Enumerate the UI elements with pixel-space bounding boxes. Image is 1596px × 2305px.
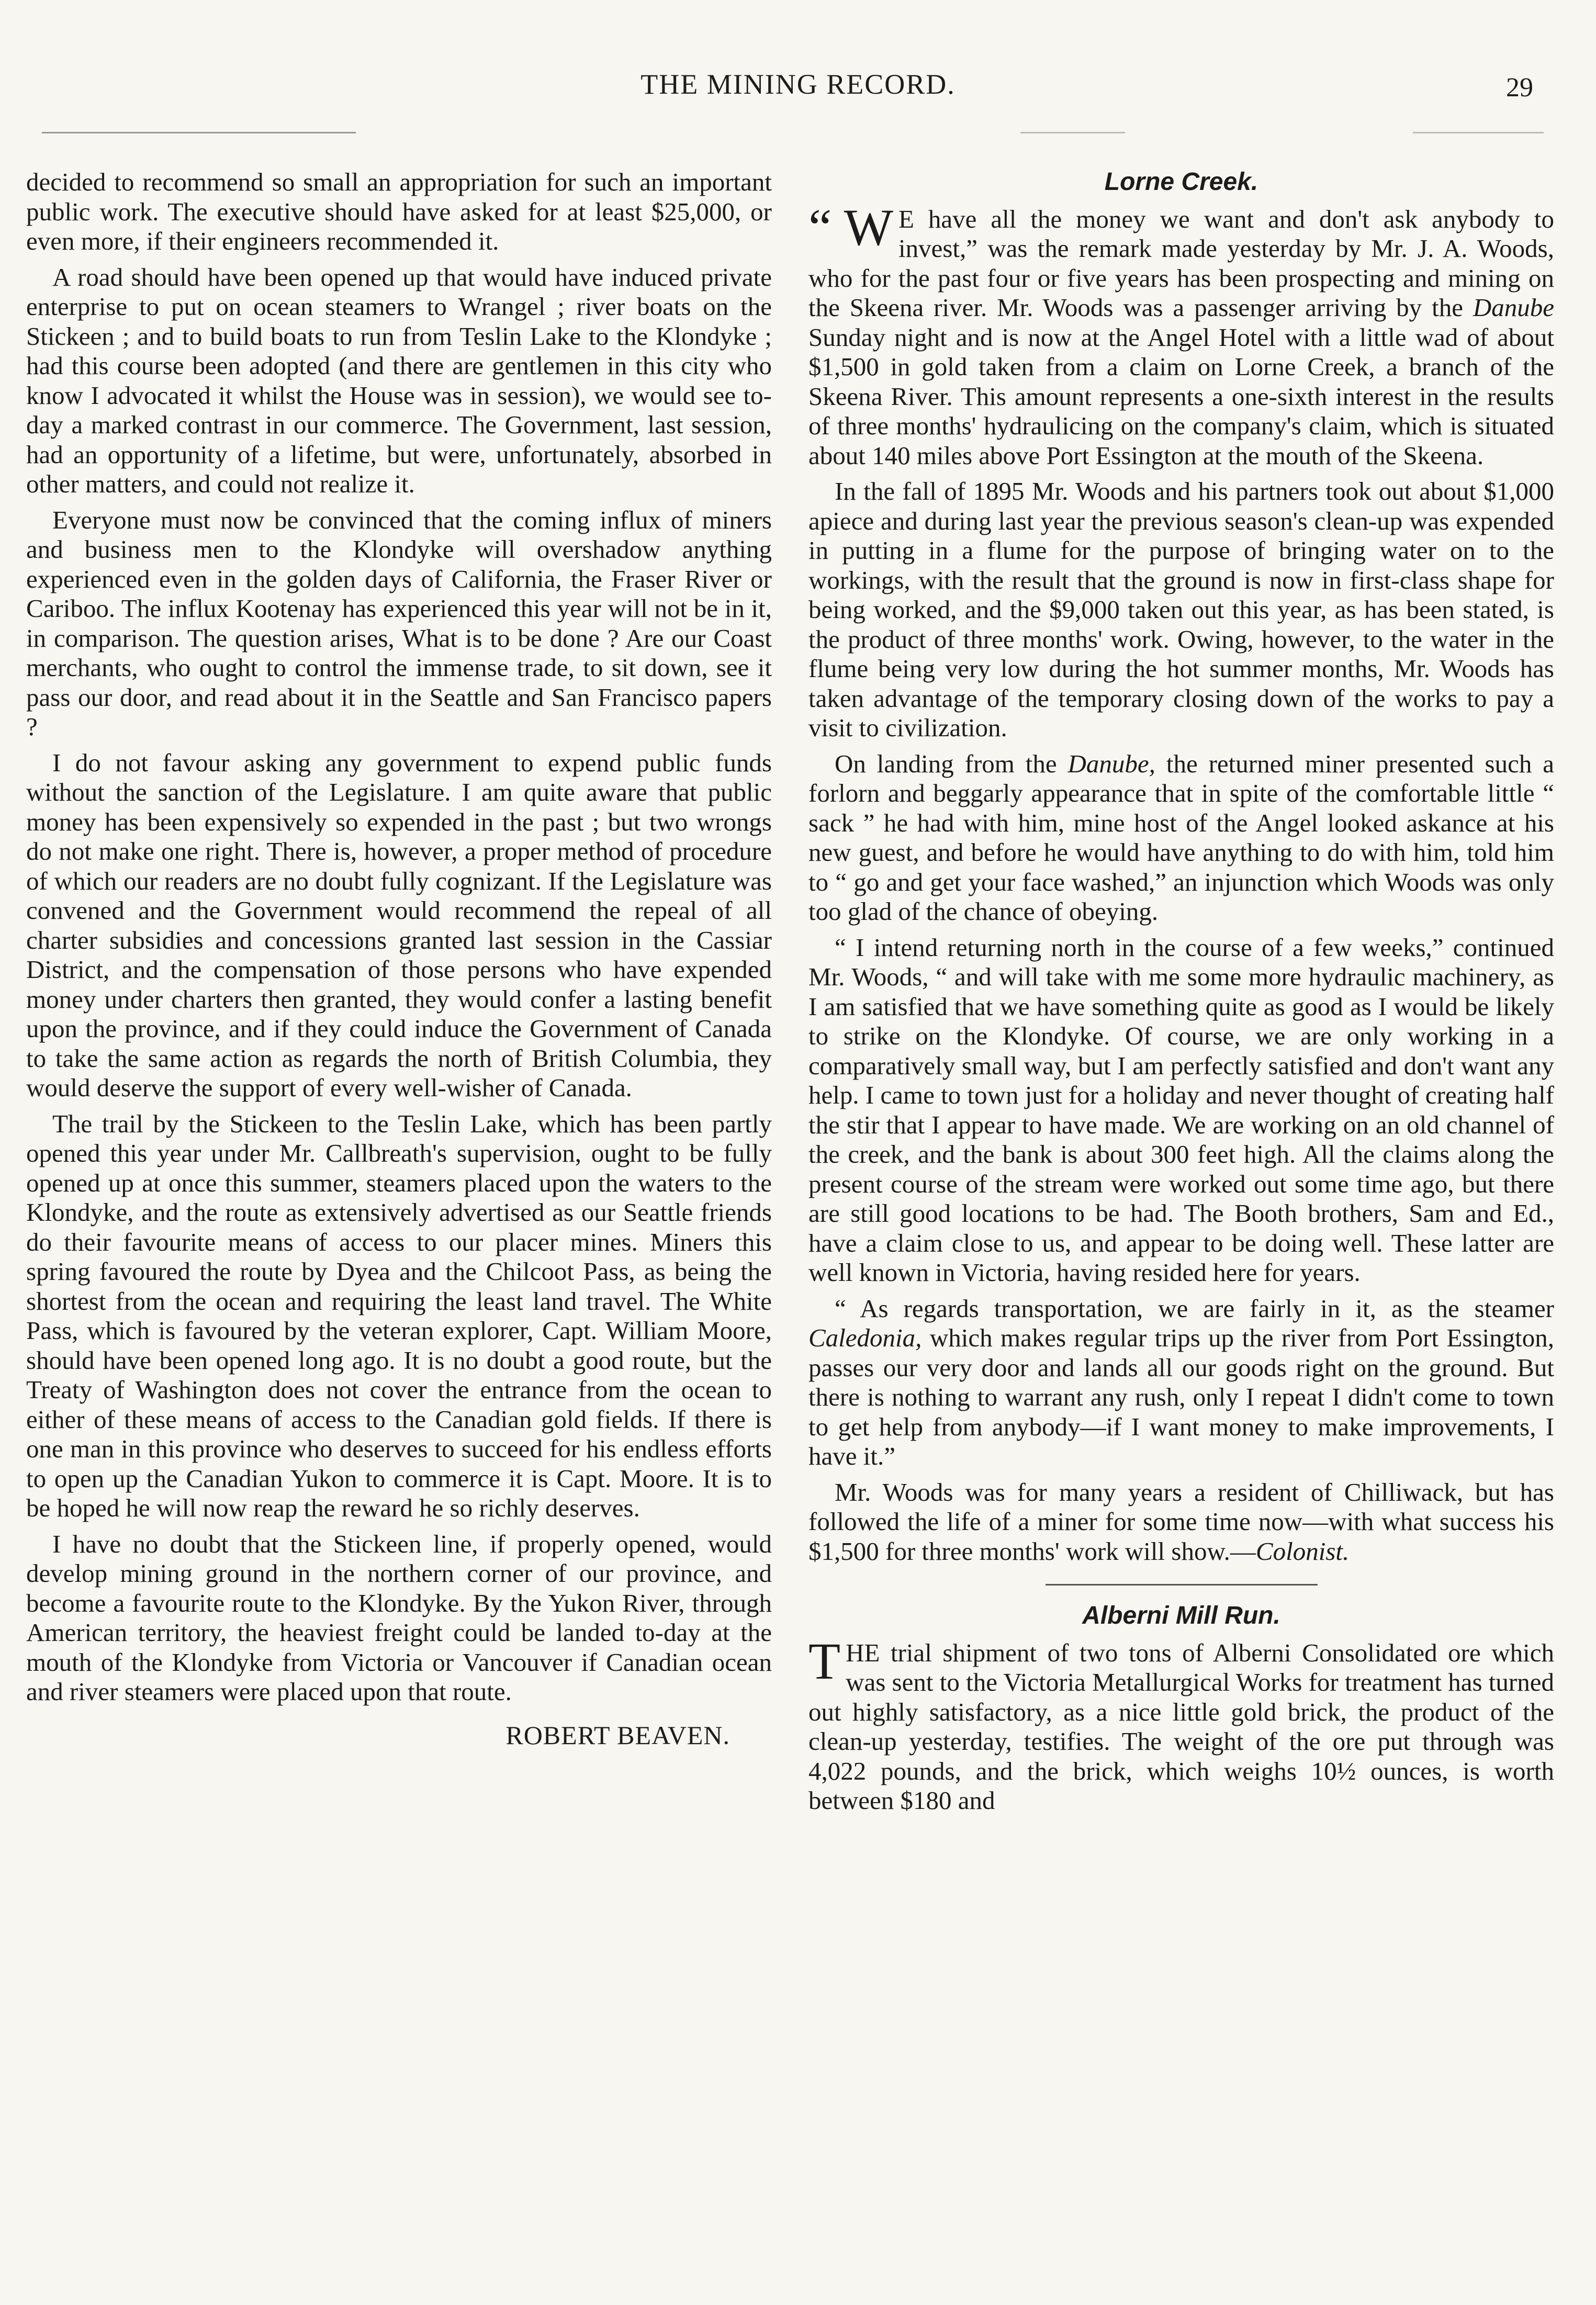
lorne-paragraph-6: Mr. Woods was for many years a resident of Chilliwack, but has followed the life of a miner for some time now—with what success his $1,500 for three months' work will show.—Colonist. xyxy=(808,1477,1554,1566)
author-signature: ROBERT BEAVEN. xyxy=(505,1720,730,1750)
header-rule-left xyxy=(42,132,356,133)
article-paragraph: A road should have been opened up that would have induced private enterprise to put on ocean steamers to Wrangel ; river boats on the Stickeen ; and to build boats to run from Teslin Lake to the Klondyke ; had this course been adopted (and there are gentlemen in this city who know I advocated it whilst the House was in session), we would see to-day a marked contrast in our commerce. The Government, last session, had an opportunity of a lifetime, but were, unfortunately, absorbed in other matters, and could not realize it. xyxy=(26,262,772,498)
right-column xyxy=(808,167,1554,1822)
article-paragraph: I have no doubt that the Stickeen line, if properly opened, would develop mining ground in the northern corner of our province, and become a favourite route to the Klondyke. By the Yukon River, through American territory, the heaviest freight could be landed to-day at the mouth of the Klondyke from Victoria or Vancouver if Canadian ocean and river steamers were placed upon that route. xyxy=(26,1529,772,1706)
drop-cap: “ W xyxy=(808,198,893,256)
running-title: THE MINING RECORD. xyxy=(640,69,956,100)
lorne-paragraph-1: “ W E have all the money we want and don't ask anybody to invest,” was the remark made yesterday by Mr. J. A. Woods, who for the past four or five years has been prospecting and mining on the Skeena river. Mr. Woods was a passenger arriving by the Danube Sunday night and is now at the Angel Hotel with a little wad of about $1,500 in gold taken from a claim on Lorne Creek, a branch of the Skeena River. This amount represents a one-sixth interest in the results of three months' hydraulicing on the company's claim, which is situated about 140 miles above Port Essington at the mouth of the Skeena. xyxy=(808,198,1554,470)
alberni-headline: Alberni Mill Run. xyxy=(1082,1602,1280,1629)
alberni-paragraph-1: THE trial shipment of two tons of Alberni Consolidated ore which was sent to the Victoria Metallurgical Works for treatment has turned out highly satisfactory, as a nice little gold brick, the product of the clean-up yesterday, testifies. The weight of the ore put through was 4,022 pounds, and the brick, which weighs 10½ ounces, is worth between $180 and xyxy=(808,1632,1554,1815)
lorne-creek-headline: Lorne Creek. xyxy=(1104,168,1258,196)
section-divider xyxy=(1046,1584,1318,1586)
drop-cap: T xyxy=(808,1632,841,1690)
header-rule-mid xyxy=(1020,132,1125,133)
article-paragraph: I do not favour asking any government to expend public funds without the sanction of the Legislature. I am quite aware that public money has been expensively so expended in the past ; but two wrongs do not make one right. There is, however, a proper method of procedure of which our readers are no doubt fully cognizant. If the Legislature was convened and the Government would recommend the repeal of all charter subsidies and concessions granted last session in the Cassiar District, and the compensation of those persons who have expended money under charters then granted, they would confer a lasting benefit upon the province, and if they could induce the Government of Canada to take the same action as regards the north of British Columbia, they would deserve the support of every well-wisher of Canada. xyxy=(26,748,772,1102)
article-paragraph: decided to recommend so small an appropriation for such an important public work. The executive should have asked for at least $25,000, or even more, if their engineers recommended it. xyxy=(26,167,772,255)
lorne-paragraph-4: “ I intend returning north in the course of a few weeks,” continued Mr. Woods, “ and will take with me some more hydraulic machinery, as I am satisfied that we have something quite as good as I would be likely to strike on the Klondyke. Of course, we are only working in a comparatively small way, but I am perfectly satisfied and don't want any help. I came to town just for a holiday and never thought of creating half the stir that I appear to have made. We are working on an old channel of the creek, and the bank is about 300 feet high. All the claims along the present course of the stream were worked out some time ago, but there are still good locations to be had. The Booth brothers, Sam and Ed., have a claim close to us, and appear to be doing well. These latter are well known in Victoria, having resided here for years. xyxy=(808,932,1554,1287)
lorne-paragraph-2: In the fall of 1895 Mr. Woods and his partners took out about $1,000 apiece and during last year the previous season's clean-up was expended in putting in a flume for the purpose of bringing water on to the workings, with the result that the ground is now in first-class shape for being worked, and the $9,000 taken out this year, as has been stated, is the product of three months' work. Owing, however, to the water in the flume being very low during the hot summer months, Mr. Woods has taken advantage of the temporary closing down of the works to pay a visit to civilization. xyxy=(808,477,1554,742)
lorne-paragraph-5: “ As regards transportation, we are fairly in it, as the steamer Caledonia, which makes regular trips up the river from Port Essington, passes our very door and lands all our goods right on the ground. But there is nothing to warrant any rush, only I repeat I didn't come to town to get help from anybody—if I want money to make improvements, I have it.” xyxy=(808,1294,1554,1470)
page-number: 29 xyxy=(1506,73,1533,103)
page-header xyxy=(42,68,1554,110)
lorne-paragraph-3: On landing from the Danube, the returned miner presented such a forlorn and beggarly appearance that in spite of the comfortable little “ sack ” he had with him, mine host of the Angel looked askance at his new guest, and before he would have anything to do with him, told him to “ go and get your face washed,” an injunction which Woods was only too glad of the chance of obeying. xyxy=(808,749,1554,926)
header-rule-right xyxy=(1413,132,1544,133)
left-column xyxy=(26,167,772,1750)
article-paragraph: The trail by the Stickeen to the Teslin Lake, which has been partly opened this year under Mr. Callbreath's supervision, ought to be fully opened up at once this summer, steamers placed upon the waters to the Klondyke, and the route as extensively advertised as our Seattle friends do their favourite means of access to our placer mines. Miners this spring favoured the route by Dyea and the Chilcoot Pass, as being the shortest from the ocean and requiring the least land travel. The White Pass, which is favoured by the veteran explorer, Capt. William Moore, should have been opened long ago. It is no doubt a good route, but the Treaty of Washington does not cover the entrance from the ocean to either of these means of access to the Canadian gold fields. If there is one man in this province who deserves to succeed for his endless efforts to open up the Canadian Yukon to commerce it is Capt. Moore. It is to be hoped he will now reap the reward he so richly deserves. xyxy=(26,1109,772,1522)
article-paragraph: Everyone must now be convinced that the coming influx of miners and business men to the Klondyke will overshadow anything experienced even in the golden days of California, the Fraser River or Cariboo. The influx Kootenay has experienced this year will not be in it, in comparison. The question arises, What is to be done ? Are our Coast merchants, who ought to control the immense trade, to sit down, see it pass our door, and read about it in the Seattle and San Francisco papers ? xyxy=(26,505,772,741)
